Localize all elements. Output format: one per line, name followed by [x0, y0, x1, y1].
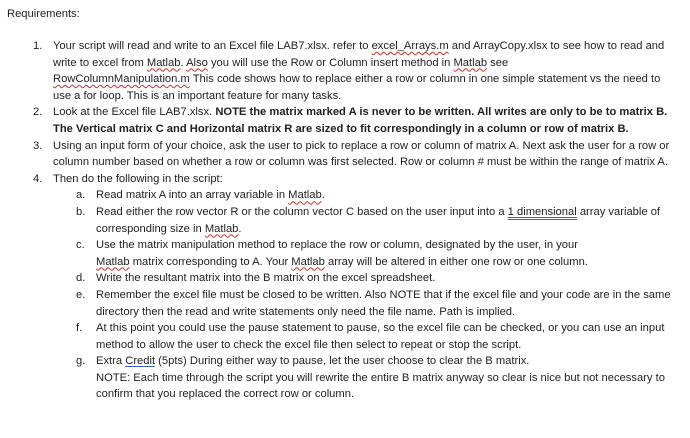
text: .	[238, 222, 242, 235]
sub-label: b.	[76, 205, 86, 218]
text: Your script will read and write to an Excel file LAB7.xlsx. refer to	[53, 40, 372, 52]
sub-label: d.	[76, 272, 86, 285]
list-number: 3.	[33, 139, 43, 152]
word-matlab: Matlab	[204, 222, 239, 235]
sub-label: f.	[76, 322, 83, 335]
text: Read matrix A into an array variable in	[96, 189, 289, 202]
sub-list	[53, 187, 678, 403]
sub-item-g	[53, 353, 678, 403]
text: .	[180, 56, 187, 69]
sub-item-b	[53, 204, 678, 237]
text: (5pts) During either way to pause, let the user choose to clear the B matrix.	[155, 355, 530, 368]
sub-label: e.	[76, 288, 86, 301]
note-text: NOTE: Each time through the script you will rewrite the entire B matrix anyway so clear is nice but not necessary to confirm that you replaced the correct row or column.	[96, 371, 665, 401]
filename-rowcolumn: RowColumnManipulation.m	[53, 73, 190, 86]
sub-item-d	[53, 270, 678, 287]
word-credit: Credit	[125, 355, 156, 368]
text: Look at the Excel file LAB7.xlsx.	[53, 106, 216, 119]
sub-item-a	[53, 187, 678, 204]
word-also: Also	[186, 56, 208, 69]
text: .	[321, 189, 325, 202]
sub-item-c	[53, 237, 678, 270]
text: Extra	[96, 355, 126, 368]
list-item-4	[0, 171, 690, 403]
requirements-list	[0, 38, 690, 403]
list-item-1	[0, 38, 690, 104]
list-number: 1.	[33, 40, 43, 52]
sub-item-f	[53, 320, 678, 353]
word-matlab: Matlab	[96, 255, 130, 268]
list-number: 4.	[33, 172, 43, 185]
text: Write the resultant matrix into the B matrix on the excel spreadsheet.	[96, 272, 436, 285]
word-matlab: Matlab	[146, 56, 181, 69]
sub-item-e	[53, 287, 678, 320]
word-matlab: Matlab	[291, 255, 325, 268]
list-number: 2.	[33, 106, 43, 119]
text: At this point you could use the pause statement to pause, so the excel file can be checked, or you can use an input method to allow the user to check the excel file then select to repeat or stop the script.	[96, 322, 665, 351]
heading: Requirements:	[7, 8, 80, 20]
text: Remember the excel file must be closed to be written. Also NOTE that if the excel file and your code are in the same directory then the read and write statements only need the file name. Path is implied.	[96, 288, 671, 318]
sub-label: c.	[76, 239, 85, 252]
text: and ArrayCopy.xlsx to see how to read and write to excel from	[53, 40, 665, 69]
text: Use the matrix manipulation method to replace the row or column, designated by the user, in your	[96, 239, 578, 252]
text: Then do the following in the script:	[53, 172, 223, 185]
word-1-dimensional: 1 dimensional	[507, 205, 577, 218]
list-item-2	[0, 104, 690, 137]
word-matlab: Matlab	[288, 189, 322, 202]
bold-note: NOTE the matrix marked A is never to be written. All writes are only to be to matrix B. The Vertical matrix C and Horizontal matrix R are sized to fit correspondingly in a column or row of matrix B.	[53, 106, 668, 135]
text: matrix corresponding to A. Your	[129, 255, 292, 268]
text: array will be altered in either one row or one column.	[324, 255, 588, 268]
text: array variable of corresponding size in	[96, 205, 661, 235]
sub-label: a.	[76, 189, 86, 202]
text: Using an input form of your choice, ask the user to pick to replace a row or column of matrix A. Next ask the user for a row or column number based on whether a row or column was first selected. Row or column # must be within the range of matrix A.	[53, 139, 670, 169]
list-item-3	[0, 138, 690, 171]
text: you will use the Row or Column insert method in	[207, 56, 454, 69]
text: Read either the row vector R or the column vector C based on the user input into a	[96, 205, 508, 218]
sub-label: g.	[76, 355, 86, 368]
word-matlab: Matlab	[453, 56, 488, 69]
text: see	[487, 56, 509, 69]
text: This code shows how to replace either a row or column in one simple statement vs the need to use a for loop. This is an important feature for many tasks.	[53, 73, 661, 102]
filename-excel-arrays: excel_Arrays.m	[371, 40, 449, 52]
